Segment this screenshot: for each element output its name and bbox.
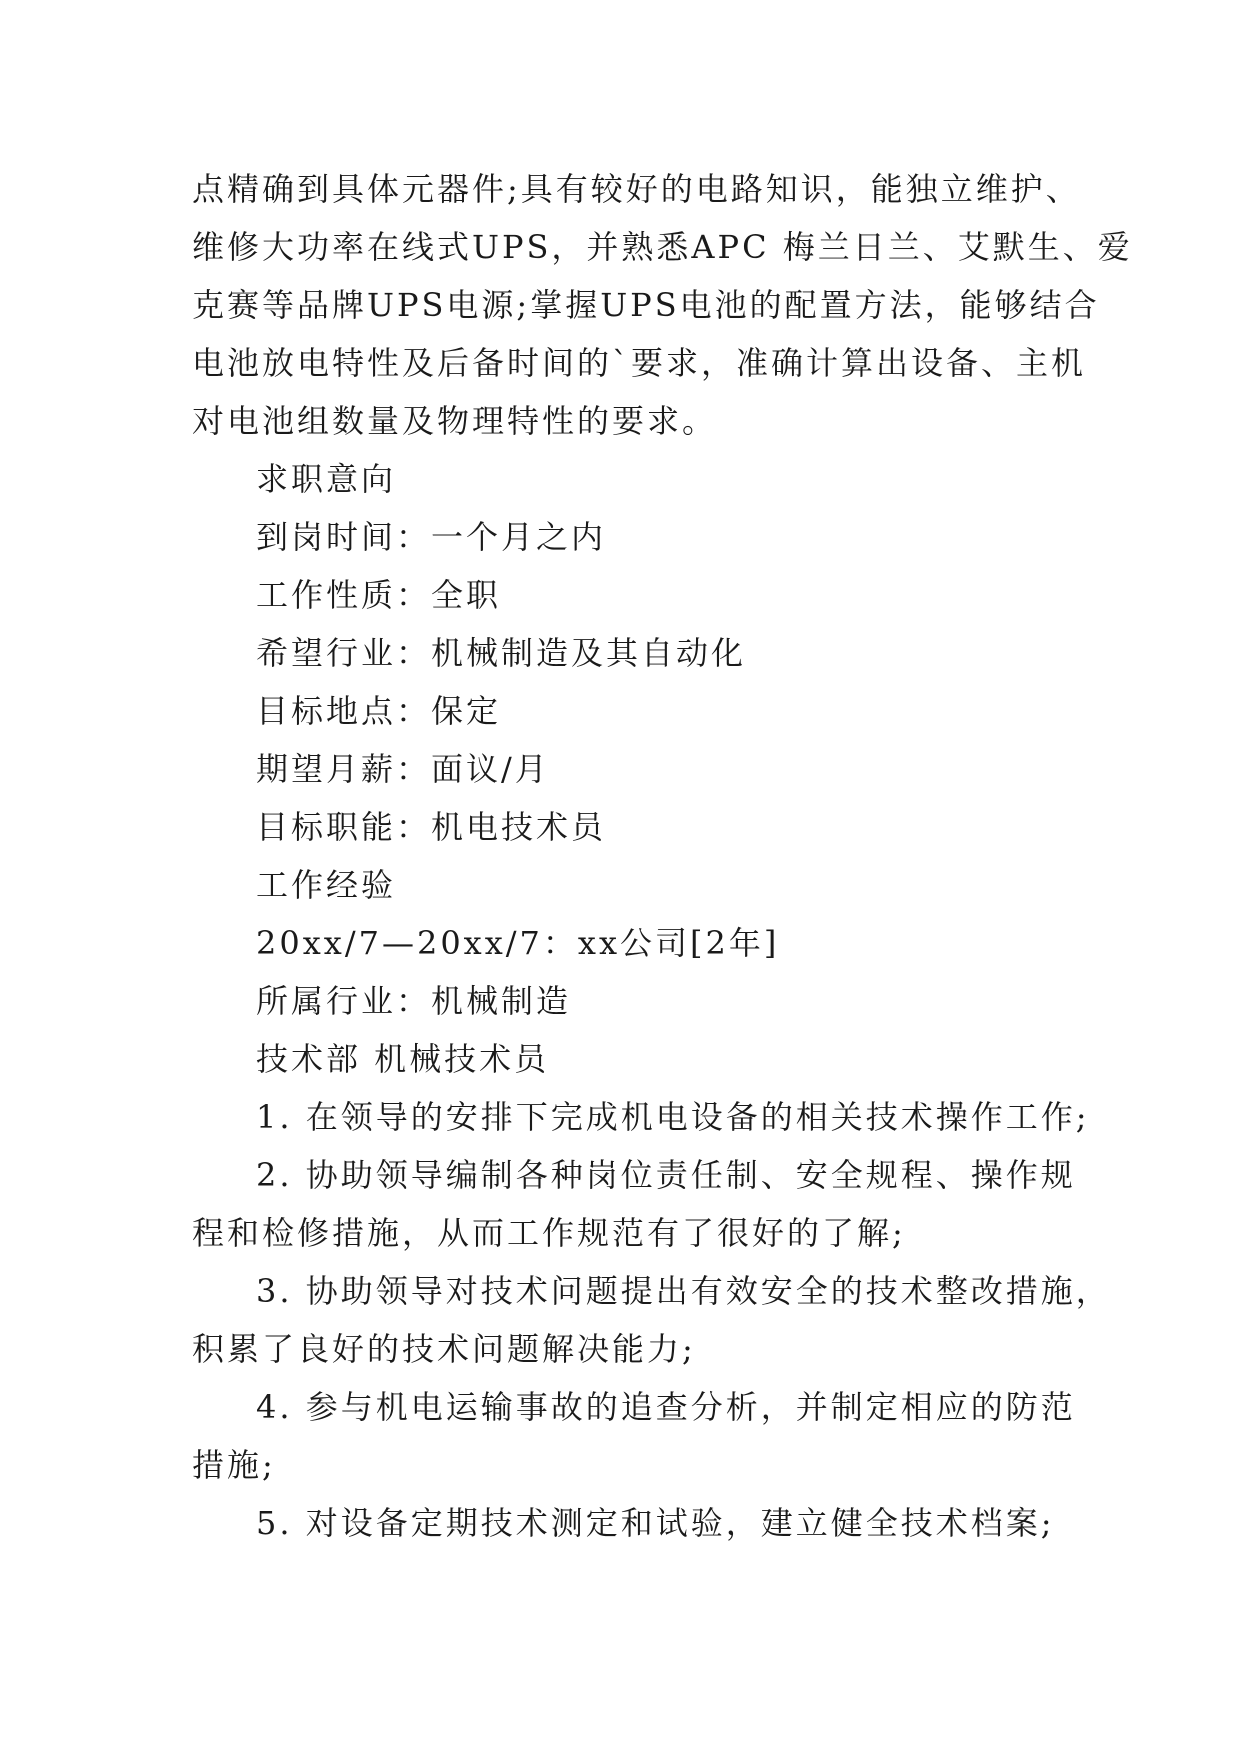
field-expected-salary: 期望月薪：面议/月 xyxy=(256,750,550,788)
field-target-location: 目标地点：保定 xyxy=(256,692,502,730)
duty-item-4: 4. 参与机电运输事故的追查分析，并制定相应的防范 xyxy=(256,1388,1076,1426)
duty-item-3: 3. 协助领导对技术问题提出有效安全的技术整改措施， xyxy=(256,1272,1111,1310)
duty-item-4-continued: 措施; xyxy=(192,1446,276,1484)
section-heading-work-experience: 工作经验 xyxy=(256,866,397,904)
field-target-function: 目标职能：机电技术员 xyxy=(256,808,607,846)
duty-item-1: 1. 在领导的安排下完成机电设备的相关技术操作工作; xyxy=(256,1098,1090,1136)
experience-department-role: 技术部 机械技术员 xyxy=(256,1040,550,1078)
section-heading-job-intention: 求职意向 xyxy=(256,460,397,498)
text-line: 克赛等品牌UPS电源;掌握UPS电池的配置方法，能够结合 xyxy=(192,286,1100,324)
duty-item-5: 5. 对设备定期技术测定和试验，建立健全技术档案; xyxy=(256,1504,1055,1542)
text-line: 对电池组数量及物理特性的要求。 xyxy=(192,402,718,440)
experience-period: 20xx/7—20xx/7：xx公司[2年] xyxy=(256,924,780,962)
duty-item-3-continued: 积累了良好的技术问题解决能力; xyxy=(192,1330,696,1368)
text-line: 电池放电特性及后备时间的`要求，准确计算出设备、主机 xyxy=(192,344,1087,382)
text-line: 维修大功率在线式UPS，并熟悉APC 梅兰日兰、艾默生、爱 xyxy=(192,228,1133,266)
duty-item-2: 2. 协助领导编制各种岗位责任制、安全规程、操作规 xyxy=(256,1156,1076,1194)
text-line: 点精确到具体元器件;具有较好的电路知识，能独立维护、 xyxy=(192,170,1081,208)
field-job-type: 工作性质：全职 xyxy=(256,576,502,614)
document-body xyxy=(192,160,1133,1552)
field-desired-industry: 希望行业：机械制造及其自动化 xyxy=(256,634,747,672)
field-availability: 到岗时间：一个月之内 xyxy=(256,518,607,556)
experience-industry: 所属行业：机械制造 xyxy=(256,982,572,1020)
duty-item-2-continued: 程和检修措施，从而工作规范有了很好的了解; xyxy=(192,1214,906,1252)
